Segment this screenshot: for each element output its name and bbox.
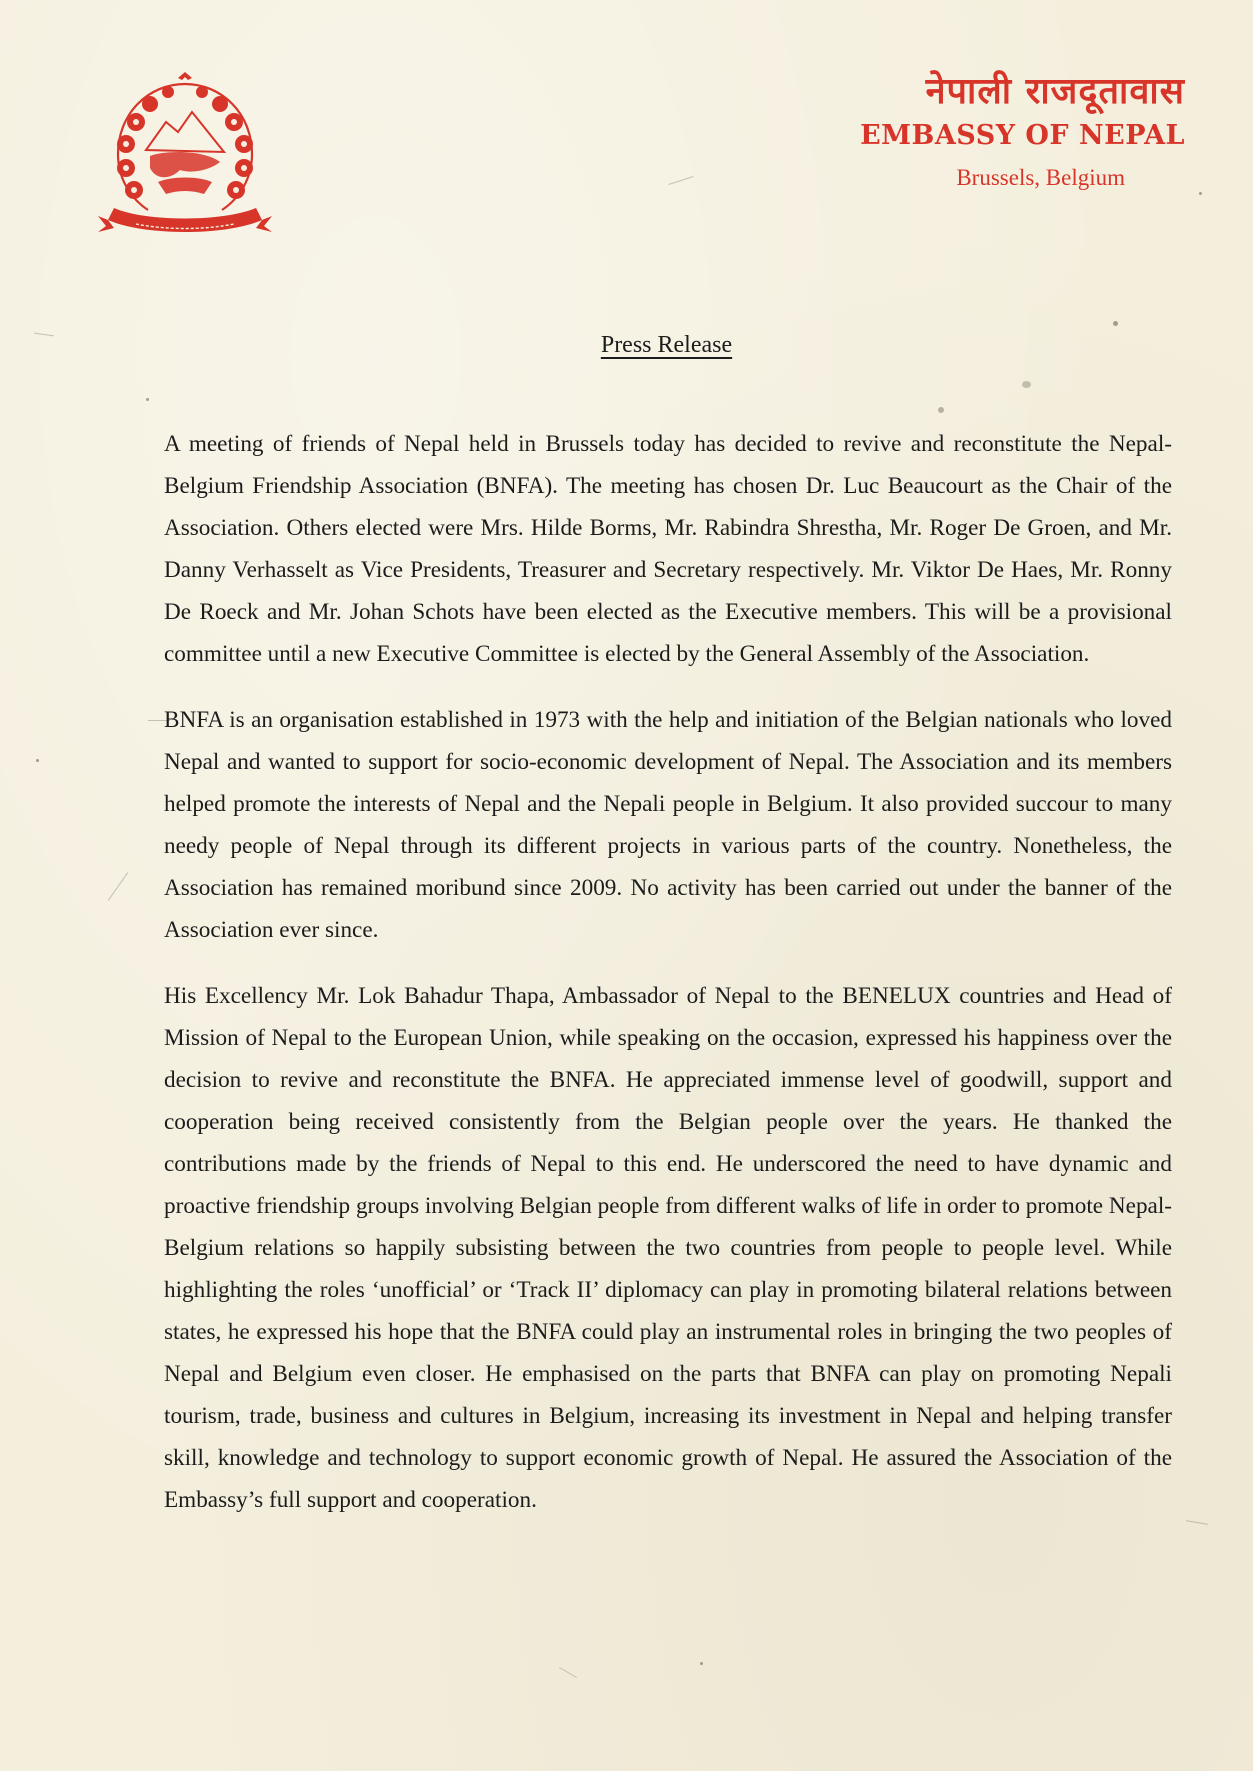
embassy-name-nepali: नेपाली राजदूतावास [925,71,1185,112]
paper-speck [938,407,944,413]
paper-speck [1022,381,1031,388]
document-body [164,423,1172,1545]
paper-speck [1199,192,1202,195]
paper-speck [146,398,149,401]
embassy-name: EMBASSY OF NEPAL [860,120,1185,151]
paragraph: His Excellency Mr. Lok Bahadur Thapa, Ambassador of Nepal to the BENELUX countries and Head of Mission of Nepal to the European Union, while speaking on the occasion, expressed his happiness over the decision to revive and reconstitute the BNFA. He appreciated immense level of goodwill, support and cooperation being received consistently from the Belgian people over the years. He thanked the contributions made by the friends of Nepal to this end. He underscored the need to have dynamic and proactive friendship groups involving Belgian people from different walks of life in order to promote Nepal-Belgium relations so happily subsisting between the two countries from people to people level. While highlighting the roles ‘unofficial’ or ‘Track II’ diplomacy can play in promoting bilateral relations between states, he expressed his hope that the BNFA could play an instrumental roles in bringing the two peoples of Nepal and Belgium even closer. He emphasised on the parts that BNFA can play on promoting Nepali tourism, trade, business and cultures in Belgium, increasing its investment in Nepal and helping transfer skill, knowledge and technology to support economic growth of Nepal. He assured the Association of the Embassy’s full support and cooperation. [164,983,1172,1513]
paper-speck [700,1662,703,1665]
paragraph: A meeting of friends of Nepal held in Brussels today has decided to revive and reconstitute the Nepal-Belgium Friendship Association (BNFA). The meeting has chosen Dr. Luc Beaucourt as the Chair of the Association. Others elected were Mrs. Hilde Borms, Mr. Rabindra Shrestha, Mr. Roger De Groen, and Mr. Danny Verhasselt as Vice Presidents, Treasurer and Secretary respectively. Mr. Viktor De Haes, Mr. Ronny De Roeck and Mr. Johan Schots have been elected as the Executive members. This will be a provisional committee until a new Executive Committee is elected by the General Assembly of the Association. [164,431,1172,667]
paragraph: BNFA is an organisation established in 1973 with the help and initiation of the Belgian nationals who loved Nepal and wanted to support for socio-economic development of Nepal. The Association and its members helped promote the interests of Nepal and the Nepali people in Belgium. It also provided succour to many needy people of Nepal through its different projects in various parts of the country. Nonetheless, the Association has remained moribund since 2009. No activity has been carried out under the banner of the Association ever since. [164,707,1172,943]
paper-speck [1113,321,1118,326]
document-title: Press Release [600,332,733,358]
nepal-emblem-icon [96,70,274,248]
letterhead [860,70,1185,194]
embassy-location: Brussels, Belgium [956,165,1125,190]
paper-speck [36,759,39,762]
